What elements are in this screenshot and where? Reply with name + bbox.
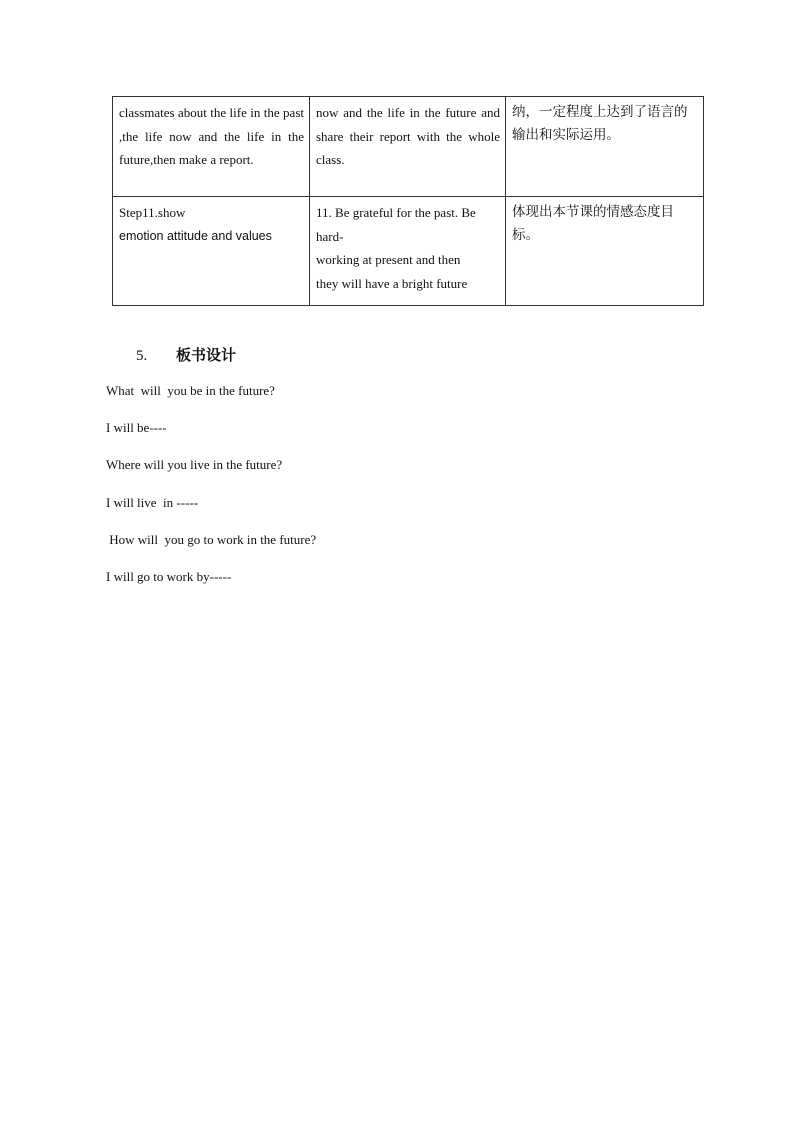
section-title: 板书设计 <box>176 346 237 364</box>
cell-text: they will have a bright future <box>316 275 468 291</box>
table-cell-purpose <box>506 197 704 306</box>
section-heading <box>136 344 236 365</box>
board-line: I will be---- <box>106 420 167 435</box>
cell-text: 体现出本节课的情感态度目标。 <box>512 204 674 243</box>
board-line: Where will you live in the future? <box>106 457 283 472</box>
board-line: What will you be in the future? <box>106 383 275 398</box>
cell-text: now and the life in the future and share their report with the whole class. <box>316 105 500 167</box>
cell-text: working at present and then <box>316 252 461 267</box>
cell-text: classmates about the life in the past ,the life now and the life in the future,then make a report. <box>119 105 304 167</box>
cell-text: 纳，一定程度上达到了语言的输出和实际运用。 <box>512 104 688 143</box>
board-line: I will live in ----- <box>106 495 199 510</box>
table-cell-activity <box>113 97 310 197</box>
table-cell-activity <box>113 197 310 306</box>
table-row <box>113 197 704 306</box>
table-cell-purpose <box>506 97 704 197</box>
section-number: 5. <box>136 348 148 364</box>
cell-text: emotion attitude and values <box>119 228 272 243</box>
board-line: I will go to work by----- <box>106 569 232 584</box>
cell-text: 11. Be grateful for the past. Be hard- <box>316 205 476 244</box>
cell-text: Step11.show <box>119 205 186 220</box>
board-line: How will you go to work in the future? <box>106 532 317 547</box>
table-cell-content <box>310 197 506 306</box>
table-row <box>113 97 704 197</box>
table-cell-content <box>310 97 506 197</box>
lesson-plan-table <box>112 96 704 306</box>
